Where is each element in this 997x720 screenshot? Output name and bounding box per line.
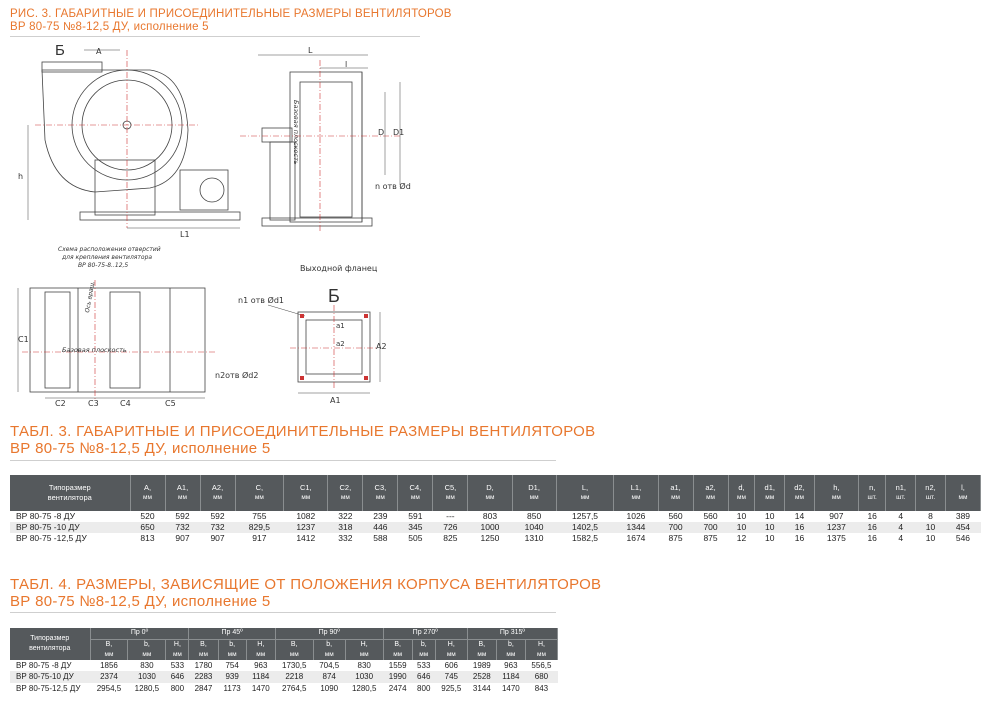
label-c5: C5 bbox=[165, 399, 176, 408]
table3-cell: 591 bbox=[408, 511, 423, 521]
table4-group-header: Пр 315º bbox=[467, 628, 557, 639]
table3-cell: 14 bbox=[794, 511, 805, 521]
table4-cell: 939 bbox=[218, 671, 246, 683]
table4-col-header: B, мм bbox=[189, 639, 218, 660]
table3-cell: 588 bbox=[373, 533, 388, 543]
table4-cell: 1030 bbox=[128, 671, 166, 683]
table3-col-header: a1, мм bbox=[658, 475, 693, 511]
table3-cell: 732 bbox=[200, 522, 235, 533]
table4-title-rule bbox=[10, 612, 556, 613]
table3-cell: --- bbox=[446, 511, 455, 521]
table4-cell: 830 bbox=[140, 660, 154, 670]
table3-row-name: ВР 80-75 -12,5 ДУ bbox=[16, 533, 87, 543]
table3-cell: 592 bbox=[175, 511, 190, 521]
table4-title bbox=[10, 576, 601, 610]
table3-cell: 389 bbox=[955, 511, 971, 521]
table3-cell: 4 bbox=[886, 522, 916, 533]
table4-cell: 925,5 bbox=[441, 683, 462, 693]
table3-header-name: Типоразмер вентилятора bbox=[10, 475, 130, 511]
table3-cell: 1344 bbox=[614, 522, 658, 533]
table3-cell: 907 bbox=[175, 533, 190, 543]
table4-col-header: H, мм bbox=[345, 639, 383, 660]
label-scheme-line3: ВР 80-75-8..12,5 bbox=[78, 262, 129, 269]
table-row bbox=[10, 522, 981, 533]
table3-row-name: ВР 80-75 -8 ДУ bbox=[16, 511, 75, 521]
table3-cell: 4 bbox=[898, 533, 904, 543]
table3-col-header: d2, мм bbox=[785, 475, 815, 511]
table4-cell: 2954,5 bbox=[96, 683, 122, 693]
table4-cell: 533 bbox=[417, 660, 431, 670]
table3-cell: 1582,5 bbox=[572, 533, 599, 543]
table4-group-header: Пр 45º bbox=[189, 628, 275, 639]
label-scheme-line2: для крепления вентилятора bbox=[62, 254, 153, 261]
label-h: h bbox=[18, 172, 24, 181]
table3-cell: 755 bbox=[252, 511, 267, 521]
table4-cell: 1730,5 bbox=[282, 660, 307, 670]
table4-subheader-row bbox=[10, 639, 558, 660]
label-n-d: n отв Ød bbox=[375, 182, 411, 191]
front-view bbox=[28, 50, 240, 228]
table4-col-header: H, мм bbox=[166, 639, 189, 660]
table4-col-header: b, мм bbox=[128, 639, 166, 660]
table4-header-name: Типоразмер вентилятора bbox=[10, 628, 90, 660]
table4-cell: 2474 bbox=[388, 683, 407, 693]
table3-cell: 1026 bbox=[626, 511, 646, 521]
table4-cell: 745 bbox=[435, 671, 467, 683]
table3-col-header: A2, мм bbox=[200, 475, 235, 511]
table3-cell: 16 bbox=[867, 533, 877, 543]
table-row bbox=[10, 533, 981, 544]
table4-cell: 843 bbox=[534, 683, 549, 693]
table4-cell: 556,5 bbox=[531, 660, 552, 670]
table3-col-header: n1, шт. bbox=[886, 475, 916, 511]
figure-title-line2: ВР 80-75 №8-12,5 ДУ, исполнение 5 bbox=[10, 21, 209, 33]
table3-cell: 239 bbox=[373, 511, 388, 521]
table4-cell: 646 bbox=[412, 671, 435, 683]
table3-col-header: D, мм bbox=[468, 475, 512, 511]
table3-cell: 1310 bbox=[524, 533, 544, 543]
table-row bbox=[10, 683, 558, 695]
table4-col-header: H, мм bbox=[525, 639, 557, 660]
table3-cell: 10 bbox=[728, 522, 755, 533]
table3-cell: 10 bbox=[925, 533, 936, 543]
table4-col-header: B, мм bbox=[275, 639, 313, 660]
table4-cell: 3144 bbox=[472, 683, 491, 693]
table3-cell: 700 bbox=[693, 522, 728, 533]
table4-cell: 830 bbox=[357, 660, 371, 670]
table4 bbox=[10, 628, 558, 694]
table3-cell: 1082 bbox=[296, 511, 316, 521]
table4-cell: 963 bbox=[504, 660, 518, 670]
label-l-total: L bbox=[308, 46, 313, 55]
table3-col-header: A, мм bbox=[130, 475, 165, 511]
table4-cell: 2218 bbox=[275, 671, 313, 683]
table4-group-header: Пр 90º bbox=[275, 628, 383, 639]
table3-col-header: h, мм bbox=[814, 475, 858, 511]
table3-header-row bbox=[10, 475, 981, 511]
table3-cell: 16 bbox=[858, 522, 885, 533]
table3-title-rule bbox=[10, 460, 556, 461]
table4-cell: 606 bbox=[444, 660, 458, 670]
label-a1: a1 bbox=[336, 322, 345, 330]
table3-col-header: C4, мм bbox=[398, 475, 433, 511]
label-a1-flange: A1 bbox=[330, 396, 341, 405]
table3-col-header: C1, мм bbox=[284, 475, 328, 511]
label-a: A bbox=[96, 47, 102, 56]
table-row bbox=[10, 671, 558, 683]
table3 bbox=[10, 475, 981, 544]
table3-col-header: C2, мм bbox=[328, 475, 363, 511]
table-row bbox=[10, 660, 558, 672]
table4-cell: 1184 bbox=[246, 671, 275, 683]
table3-cell: 10 bbox=[755, 522, 785, 533]
table4-cell: 1989 bbox=[472, 660, 491, 670]
table4-cell: 1280,5 bbox=[351, 683, 377, 693]
table3-row-name: ВР 80-75 -10 ДУ bbox=[10, 522, 130, 533]
table4-row-name: ВР 80-75 -8 ДУ bbox=[16, 660, 72, 670]
table3-cell: 1000 bbox=[468, 522, 512, 533]
table3-col-header: C3, мм bbox=[363, 475, 398, 511]
table3-cell: 1375 bbox=[826, 533, 846, 543]
table4-col-header: B, мм bbox=[90, 639, 128, 660]
table4-row-name: ВР 80-75-12,5 ДУ bbox=[16, 683, 81, 693]
table3-cell: 829,5 bbox=[235, 522, 284, 533]
table3-cell: 560 bbox=[668, 511, 683, 521]
table4-col-header: b, мм bbox=[496, 639, 525, 660]
table4-col-header: H, мм bbox=[246, 639, 275, 660]
table4-cell: 2764,5 bbox=[282, 683, 307, 693]
table3-cell: 16 bbox=[785, 522, 815, 533]
table4-cell: 1559 bbox=[388, 660, 407, 670]
label-l-small: l bbox=[345, 60, 348, 69]
table3-cell: 803 bbox=[482, 511, 498, 521]
table3-cell: 1257,5 bbox=[572, 511, 599, 521]
table3-cell: 1412 bbox=[296, 533, 316, 543]
table3-cell: 726 bbox=[433, 522, 468, 533]
label-n1-d1: n1 отв Ød1 bbox=[238, 296, 284, 305]
label-axis-rotation: Ось вращ. bbox=[84, 280, 97, 314]
table4-cell: 1780 bbox=[194, 660, 213, 670]
table4-title-line2: ВР 80-75 №8-12,5 ДУ, исполнение 5 bbox=[10, 593, 271, 610]
table3-cell: 10 bbox=[765, 533, 775, 543]
table3-col-header: a2, мм bbox=[693, 475, 728, 511]
table3-cell: 12 bbox=[736, 533, 747, 543]
table3-cell: 332 bbox=[338, 533, 353, 543]
table4-col-header: b, мм bbox=[412, 639, 435, 660]
label-c2: C2 bbox=[55, 399, 66, 408]
table4-cell: 646 bbox=[166, 671, 189, 683]
table3-cell: 446 bbox=[363, 522, 398, 533]
table4-cell: 2847 bbox=[194, 683, 213, 693]
table4-col-header: b, мм bbox=[218, 639, 246, 660]
table4-cell: 1173 bbox=[223, 683, 241, 693]
table3-col-header: L1, мм bbox=[614, 475, 658, 511]
table3-cell: 10 bbox=[736, 511, 747, 521]
table3-cell: 907 bbox=[829, 511, 844, 521]
table3-cell: 10 bbox=[765, 511, 775, 521]
table4-cell: 1990 bbox=[383, 671, 412, 683]
label-d: D bbox=[378, 128, 385, 137]
table3-cell: 700 bbox=[658, 522, 693, 533]
table4-row-name: ВР 80-75-10 ДУ bbox=[10, 671, 90, 683]
label-base-plane-side: Базовая плоскость bbox=[292, 100, 300, 165]
table3-cell: 1040 bbox=[512, 522, 556, 533]
table3-col-header: A1, мм bbox=[165, 475, 200, 511]
table4-group-header: Пр 0º bbox=[90, 628, 189, 639]
table3-cell: 4 bbox=[898, 511, 904, 521]
table4-title-line1: ТАБЛ. 4. РАЗМЕРЫ, ЗАВИСЯЩИЕ ОТ ПОЛОЖЕНИЯ КОРПУСА ВЕНТИЛЯТОРОВ bbox=[10, 576, 602, 593]
table4-cell: 1470 bbox=[501, 683, 520, 693]
table3-col-header: n2, шт. bbox=[916, 475, 946, 511]
table4-cell: 800 bbox=[170, 683, 185, 693]
table4-group-row bbox=[10, 628, 558, 639]
table-row bbox=[10, 511, 981, 522]
table4-cell: 2374 bbox=[90, 671, 128, 683]
plan-view bbox=[18, 280, 215, 400]
label-c4: C4 bbox=[120, 399, 131, 408]
label-c1: C1 bbox=[18, 335, 29, 344]
figure-title-line1: РИС. 3. ГАБАРИТНЫЕ И ПРИСОЕДИНИТЕЛЬНЫЕ РАЗМЕРЫ ВЕНТИЛЯТОРОВ bbox=[10, 8, 452, 20]
table3-title-line1: ТАБЛ. 3. ГАБАРИТНЫЕ И ПРИСОЕДИНИТЕЛЬНЫЕ РАЗМЕРЫ ВЕНТИЛЯТОРОВ bbox=[10, 423, 596, 440]
table3-cell: 1250 bbox=[480, 533, 500, 543]
table3-col-header: L, мм bbox=[556, 475, 614, 511]
table4-cell: 874 bbox=[313, 671, 345, 683]
table3-cell: 16 bbox=[867, 511, 877, 521]
label-l1-front: L1 bbox=[180, 230, 190, 239]
table3-cell: 907 bbox=[210, 533, 225, 543]
table4-cell: 1030 bbox=[345, 671, 383, 683]
table4-col-header: b, мм bbox=[313, 639, 345, 660]
table3-col-header: d1, мм bbox=[755, 475, 785, 511]
table4-cell: 704,5 bbox=[319, 660, 340, 670]
table3-col-header: C5, мм bbox=[433, 475, 468, 511]
table4-cell: 2283 bbox=[189, 671, 218, 683]
table3-body bbox=[10, 511, 981, 544]
table3-title-line2: ВР 80-75 №8-12,5 ДУ, исполнение 5 bbox=[10, 440, 271, 457]
table3-cell: 875 bbox=[703, 533, 718, 543]
table3-cell: 318 bbox=[328, 522, 363, 533]
side-view bbox=[240, 55, 400, 232]
table3-col-header: d, мм bbox=[728, 475, 755, 511]
table3-cell: 16 bbox=[794, 533, 805, 543]
table3-col-header: l, мм bbox=[945, 475, 980, 511]
label-view-b: Б bbox=[55, 42, 65, 59]
table3-cell: 345 bbox=[398, 522, 433, 533]
table3-cell: 322 bbox=[338, 511, 353, 521]
label-a2: a2 bbox=[336, 340, 345, 348]
table3-cell: 592 bbox=[210, 511, 225, 521]
table3-cell: 650 bbox=[130, 522, 165, 533]
table4-cell: 1280,5 bbox=[134, 683, 160, 693]
table3-cell: 10 bbox=[916, 522, 946, 533]
table3-cell: 505 bbox=[408, 533, 423, 543]
table3-cell: 454 bbox=[945, 522, 980, 533]
table3-title bbox=[10, 423, 595, 457]
table4-col-header: B, мм bbox=[383, 639, 412, 660]
table3-cell: 917 bbox=[252, 533, 267, 543]
label-scheme-line1: Схема расположения отверстий bbox=[58, 246, 161, 253]
table3-col-header: n, шт. bbox=[858, 475, 885, 511]
table3-cell: 825 bbox=[443, 533, 458, 543]
label-view-b-flange: Б bbox=[328, 286, 340, 306]
label-n2-d2: n2отв Ød2 bbox=[215, 371, 259, 380]
label-c3: C3 bbox=[88, 399, 99, 408]
label-a2-flange: A2 bbox=[376, 342, 387, 351]
table4-group-header: Пр 270º bbox=[383, 628, 467, 639]
table4-cell: 963 bbox=[254, 660, 268, 670]
table3-cell: 850 bbox=[527, 511, 542, 521]
table3-cell: 1237 bbox=[284, 522, 328, 533]
table4-cell: 2528 bbox=[467, 671, 496, 683]
table3-cell: 520 bbox=[140, 511, 155, 521]
table4-cell: 1856 bbox=[100, 660, 118, 670]
table4-cell: 1090 bbox=[320, 683, 339, 693]
table3-cell: 1402,5 bbox=[556, 522, 614, 533]
table3-col-header: C, мм bbox=[235, 475, 284, 511]
table4-cell: 1184 bbox=[496, 671, 525, 683]
table3-cell: 1674 bbox=[626, 533, 646, 543]
flange-view bbox=[268, 305, 380, 393]
table4-col-header: H, мм bbox=[435, 639, 467, 660]
table4-cell: 533 bbox=[170, 660, 185, 670]
table3-cell: 875 bbox=[668, 533, 683, 543]
table3-cell: 732 bbox=[165, 522, 200, 533]
table4-col-header: B, мм bbox=[467, 639, 496, 660]
table4-cell: 754 bbox=[225, 660, 239, 670]
table4-cell: 680 bbox=[525, 671, 557, 683]
table3-cell: 546 bbox=[955, 533, 971, 543]
table3-cell: 813 bbox=[140, 533, 155, 543]
label-base-plane-plan: Базовая плоскость bbox=[62, 346, 127, 354]
table3-col-header: D1, мм bbox=[512, 475, 556, 511]
table4-cell: 1470 bbox=[251, 683, 270, 693]
label-d1: D1 bbox=[393, 128, 405, 137]
table4-cell: 800 bbox=[417, 683, 431, 693]
table4-body bbox=[10, 660, 558, 695]
table3-cell: 8 bbox=[928, 511, 933, 521]
table3-cell: 1237 bbox=[814, 522, 858, 533]
table3-cell: 560 bbox=[703, 511, 718, 521]
label-outlet-flange: Выходной фланец bbox=[300, 264, 378, 273]
